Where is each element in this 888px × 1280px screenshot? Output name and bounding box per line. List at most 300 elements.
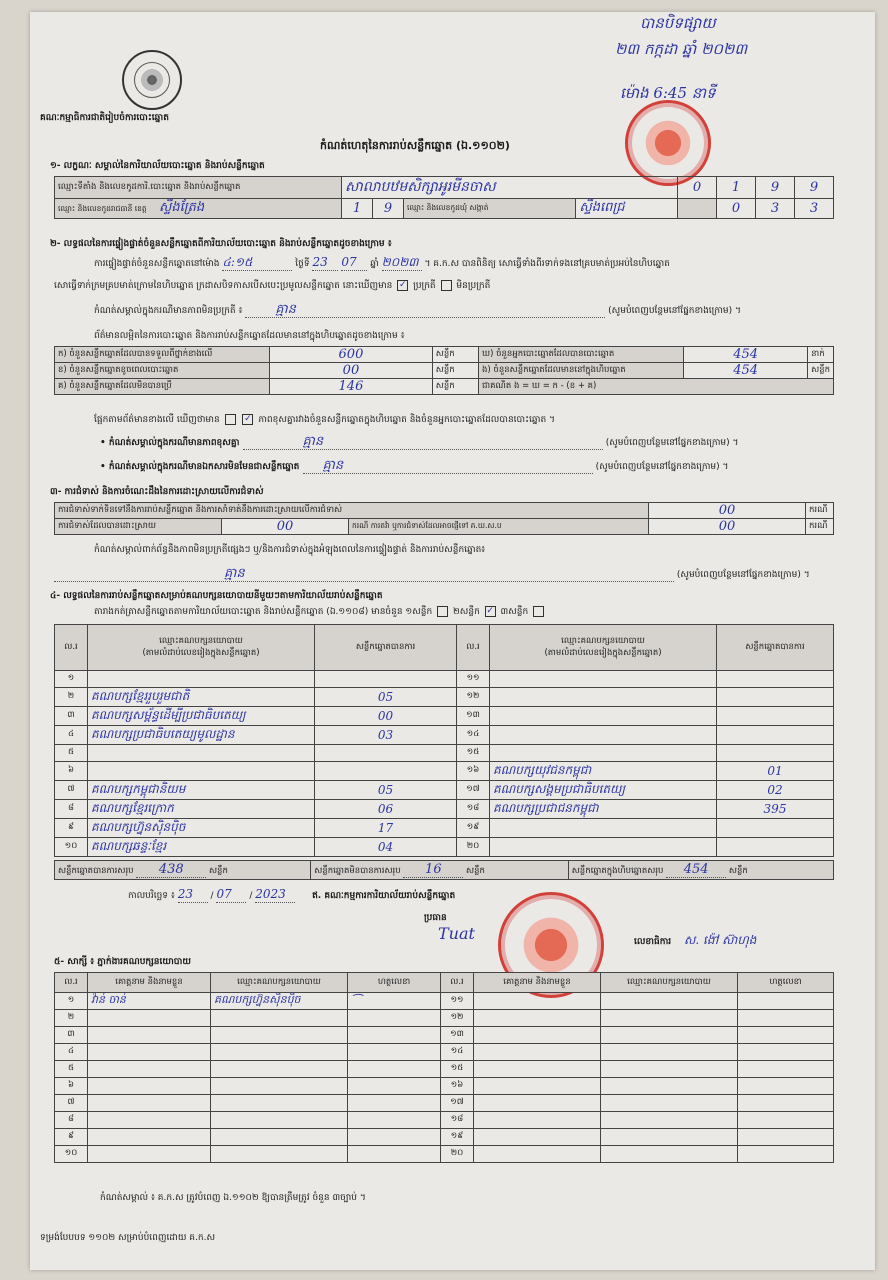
witness-no-text: ២	[67, 1012, 75, 1022]
witness-no	[441, 1027, 474, 1044]
results-party: គណបក្សប្រជាធិបតេយ្យមូលដ្ឋាន	[91, 727, 235, 741]
totals-table	[54, 860, 834, 880]
col-party-sub-left: (តាមលំដាប់លេខរៀងក្នុងសន្លឹកឆ្នោត)	[142, 647, 260, 658]
witness-row	[55, 1112, 834, 1129]
irregularity-note-line	[94, 304, 741, 318]
b-value: 00	[342, 363, 360, 378]
witness-no	[55, 1112, 88, 1129]
corner-note-line3: ម៉ោង 6:45 នាទី	[620, 84, 716, 102]
compare-line	[94, 414, 555, 426]
day-label: ថ្ងៃទី	[295, 259, 310, 269]
results-row	[55, 688, 834, 707]
total-invalid-unit: សន្លឹក	[466, 866, 485, 876]
w-col-no-left: ល.រ	[55, 973, 88, 993]
seal-check-text: សោធ្វើទាក់ក្រមគ្របមាត់ក្រោមនៃហិបឆ្នោត ក្រដាសបិទកាសបើសបេះប្រមូលសន្លឹកឆ្នោត នោះឃើញមាន	[54, 281, 393, 291]
results-row	[55, 762, 834, 781]
witness-sign	[348, 1112, 441, 1129]
commune-digit: 0	[731, 201, 741, 216]
witness-party	[601, 1095, 738, 1112]
witness-no	[441, 1095, 474, 1112]
w-col-name-left: គោត្តនាម និងនាមខ្លួន	[88, 973, 211, 993]
witness-row	[55, 993, 834, 1010]
witness-no	[441, 1010, 474, 1027]
witness-sign	[738, 993, 834, 1010]
witness-no	[441, 1078, 474, 1095]
witness-no	[55, 1027, 88, 1044]
witness-row	[55, 1146, 834, 1163]
complaint-row1-unit: ករណី	[805, 503, 833, 519]
witness-name	[88, 1044, 211, 1061]
witness-party-text: គណបក្សហ្វ៊ុនស៊ិនប៉ិច	[214, 993, 301, 1006]
results-party: គណបក្សហ្វ៊ុនស៊ិនប៉ិច	[91, 820, 186, 834]
total-valid-label: សន្លឹកឆ្នោតបានការសរុប	[58, 866, 134, 876]
witness-name	[474, 1078, 601, 1095]
witness-name	[88, 1095, 211, 1112]
witness-party	[601, 993, 738, 1010]
irregularity-note-value: គ្មាន	[275, 302, 296, 317]
location-name: សាលាបឋមសិក្សាអូរមីនចាស	[345, 179, 496, 195]
witness-name	[474, 1044, 601, 1061]
witness-no-text: ១៤	[450, 1046, 464, 1056]
results-row	[55, 726, 834, 745]
bullet2-hint: (សូមបំពេញបន្ថែមនៅផ្នែកខាងក្រោម) ។	[595, 462, 729, 472]
witness-sign	[738, 1146, 834, 1163]
complaint-note-fill	[54, 568, 810, 582]
witness-no-text: ២០	[450, 1148, 464, 1158]
witness-row	[55, 1010, 834, 1027]
complaint-table	[54, 502, 834, 535]
witness-name	[474, 1027, 601, 1044]
witness-no-text: ៤	[67, 1046, 75, 1056]
location-label: ឈ្មោះទីតាំង និងលេខកូដការិ.បោះឆ្នោត និងរាប់សន្លឹកឆ្នោត	[55, 177, 342, 199]
witness-no	[55, 1010, 88, 1027]
commune-digit: 3	[809, 201, 819, 216]
witness-sign	[348, 1078, 441, 1095]
witness-no-text: ១៦	[450, 1080, 464, 1090]
province-name: ស្ទឹងត្រែង	[159, 200, 205, 215]
has-checkbox[interactable]	[225, 414, 236, 425]
date-month: 07	[216, 887, 232, 901]
witness-sign	[738, 1129, 834, 1146]
results-votes: 06	[377, 802, 394, 816]
nec-logo	[122, 50, 182, 110]
witness-no-text: ៥	[67, 1063, 75, 1073]
witness-row	[55, 1061, 834, 1078]
witness-name	[88, 1112, 211, 1129]
date-year: 2023	[255, 887, 286, 901]
results-no: ៦	[67, 765, 75, 775]
col-no-right: ល.រ	[457, 625, 490, 671]
witness-sign	[348, 993, 441, 1010]
b-label: ខ) ចំនួនសន្លឹកឆ្នោតខូចពេលបោះឆ្នោត	[55, 363, 270, 379]
three-sheet-label: ៣សន្លឹក	[500, 607, 529, 617]
witness-no-text: ៨	[67, 1114, 75, 1124]
results-no: ២០	[466, 841, 480, 851]
irregularity-note-label: កំណត់សម្គាល់ក្នុងករណីមានភាពមិនប្រក្រតី ៖	[94, 306, 243, 316]
witness-sign	[348, 1027, 441, 1044]
results-no: ១២	[466, 691, 480, 701]
results-votes: 04	[377, 840, 394, 854]
witness-party	[601, 1078, 738, 1095]
results-row	[55, 838, 834, 857]
witness-no-text: ១៥	[450, 1063, 464, 1073]
a-label: ក) ចំនួនសន្លឹកឆ្នោតដែលបានទទួលពីថ្នាក់ខាងលើ	[55, 347, 270, 363]
d-unit: នាក់	[808, 347, 834, 363]
total-box-unit: សន្លឹក	[728, 866, 748, 876]
results-no: ១៨	[466, 803, 480, 813]
witness-sign	[348, 1061, 441, 1078]
col-party-left: ឈ្មោះគណបក្សនយោបាយ	[159, 635, 243, 646]
witness-party	[601, 1010, 738, 1027]
witness-no-text: ១៨	[450, 1114, 464, 1124]
witness-sign	[348, 1146, 441, 1163]
col-votes-right: សន្លឹកឆ្នោតបានការ	[717, 625, 834, 671]
e-label: ង) ចំនួនសន្លឹកឆ្នោតដែលមាននៅក្នុងហិបឆ្នោត	[479, 363, 684, 379]
code-digit: 9	[809, 180, 819, 195]
witness-name	[474, 1095, 601, 1112]
witness-sign	[738, 1061, 834, 1078]
results-table	[54, 624, 834, 857]
witness-name	[88, 1027, 211, 1044]
witness-sign	[348, 1044, 441, 1061]
complaint-row2-value: 00	[276, 519, 294, 534]
witness-name	[474, 1061, 601, 1078]
official-stamp-top	[625, 100, 711, 186]
date-day: 23	[177, 887, 193, 901]
w-col-no-right: ល.រ	[441, 973, 474, 993]
results-party: គណបក្សសម្ព័ន្ធដើម្បីប្រជាធិបតេយ្យ	[91, 708, 246, 722]
witness-party	[211, 1027, 348, 1044]
code-digit: 0	[692, 180, 702, 195]
witness-party	[211, 1078, 348, 1095]
witness-no	[441, 1146, 474, 1163]
form-footer: ទម្រង់បែបបទ ១១០២ សម្រាប់បំពេញដោយ គ.ក.ស	[40, 1233, 216, 1243]
results-votes: 01	[767, 764, 783, 778]
results-votes: 05	[377, 783, 394, 797]
two-sheet-label: ២សន្លឹក	[452, 607, 480, 617]
date-label: កាលបរិច្ឆេទ ៖	[128, 891, 175, 901]
witness-no-text: ៦	[67, 1080, 75, 1090]
corner-note-line2: ២៣ កក្កដា ឆ្នាំ ២០២៣	[615, 40, 748, 58]
witness-row	[55, 1129, 834, 1146]
complaint-row1-value: 00	[718, 503, 736, 518]
witness-no-text: ១	[67, 995, 75, 1005]
results-no: ១១	[466, 673, 480, 683]
complaint-row2-label: ការជំទាស់ដែលបានដោះស្រាយ	[55, 519, 222, 535]
w-col-name-right: គោត្តនាម និងនាមខ្លួន	[474, 973, 601, 993]
witness-name	[88, 1146, 211, 1163]
e-value: 454	[733, 363, 759, 378]
col-party-right: ឈ្មោះគណបក្សនយោបាយ	[561, 635, 645, 646]
year-label: ឆ្នាំ	[370, 259, 379, 269]
witness-party	[601, 1112, 738, 1129]
count-table	[54, 346, 834, 395]
complaint-fill-hint: (សូមបំពេញបន្ថែមនៅផ្នែកខាងក្រោម) ។	[676, 570, 810, 580]
witness-no	[441, 1112, 474, 1129]
witness-no	[55, 993, 88, 1010]
witness-name	[88, 1061, 211, 1078]
witness-name	[88, 1078, 211, 1095]
witness-no	[441, 1129, 474, 1146]
witness-party	[211, 993, 348, 1010]
witness-name	[474, 1010, 601, 1027]
verification-line	[94, 256, 670, 271]
witness-name	[88, 1129, 211, 1146]
bullet1-hint: (សូមបំពេញបន្ថែមនៅផ្នែកខាងក្រោម) ។	[605, 438, 739, 448]
abnormal-checkbox[interactable]	[441, 280, 452, 291]
bullet1-label: • កំណត់សម្គាល់ក្នុងករណីមានភាពខុសគ្នា	[100, 438, 240, 448]
month-value: 07	[341, 255, 357, 269]
code-digit: 1	[731, 180, 741, 195]
witness-no-text: ១១	[450, 995, 464, 1005]
results-no: ១៦	[466, 765, 480, 775]
results-no: ១	[67, 673, 75, 683]
bullet2-line	[100, 460, 728, 474]
section4-intro-line	[94, 606, 546, 618]
one-sheet-checkbox[interactable]	[437, 606, 448, 617]
corner-note-line1: បានបិទផ្សាយ	[640, 14, 716, 32]
results-votes: 395	[763, 802, 787, 816]
results-party: គណបក្សប្រជាជនកម្ពុជា	[493, 801, 599, 815]
results-no: ១៣	[466, 710, 480, 720]
committee-name: គណៈកម្មាធិការជាតិរៀបចំការបោះឆ្នោត	[40, 113, 169, 123]
witness-sign	[738, 1010, 834, 1027]
province-digit: 9	[383, 201, 393, 216]
total-invalid: 16	[425, 862, 442, 877]
col-votes-left: សន្លឹកឆ្នោតបានការ	[315, 625, 457, 671]
secretary-label: លេខាធិការ	[634, 937, 672, 947]
chair-label: ប្រធាន	[424, 913, 447, 923]
complaint-row2-value2: 00	[718, 519, 736, 534]
witness-party	[211, 1112, 348, 1129]
witness-name	[474, 993, 601, 1010]
witness-no	[441, 1044, 474, 1061]
results-row	[55, 819, 834, 838]
results-row	[55, 745, 834, 762]
witness-party	[211, 1129, 348, 1146]
witness-row	[55, 1095, 834, 1112]
complaint-note-value: គ្មាន	[224, 566, 245, 581]
col-party-sub-right: (តាមលំដាប់លេខរៀងក្នុងសន្លឹកឆ្នោត)	[544, 647, 662, 658]
section4-heading: ៤- លទ្ធផលនៃការរាប់សន្លឹកឆ្នោតសម្រាប់គណបក្សនយោបាយនីមួយៗតាមការិយាល័យរាប់សន្លឹកឆ្នោត	[50, 591, 383, 601]
witness-name	[474, 1146, 601, 1163]
commune-name: ស្ទឹងពេជ្រ	[579, 200, 625, 215]
formula: ជាគណិត ង = ឃ = ក - (ខ + គ)	[479, 379, 834, 395]
time-value: ៤:១៥	[222, 255, 253, 269]
complaint-row2-unit2: ករណី	[805, 519, 833, 535]
witness-no-text: ៧	[67, 1097, 75, 1107]
total-box: 454	[683, 862, 709, 877]
commune-label: ឈ្មោះ និងលេខកូដឃុំ សង្កាត់	[404, 199, 576, 219]
witness-row	[55, 1044, 834, 1061]
witness-name	[88, 993, 211, 1010]
e-unit: សន្លឹក	[808, 363, 834, 379]
witness-name	[474, 1129, 601, 1146]
bullet2-label: • កំណត់សម្គាល់ក្នុងករណីមានឯកសារមិនមែនជាសន្លឹកឆ្នោត	[100, 462, 300, 472]
witness-sign	[738, 1027, 834, 1044]
c-value: 146	[338, 379, 364, 394]
results-no: ១០	[64, 841, 78, 851]
witness-no	[55, 1044, 88, 1061]
results-no: ៨	[67, 803, 75, 813]
results-votes: 17	[377, 821, 394, 835]
witness-party	[211, 1044, 348, 1061]
results-no: ៣	[67, 710, 75, 720]
total-box-label: សន្លឹកឆ្នោតក្នុងហិបឆ្នោតសរុប	[571, 866, 664, 876]
witness-party	[601, 1027, 738, 1044]
two-sheet-checkbox[interactable]: ✓	[486, 606, 494, 616]
witness-no-text: ១២	[450, 1012, 464, 1022]
col-no-left: ល.រ	[55, 625, 88, 671]
time-prefix: ការផ្ទៀងផ្ទាត់ចំនួនសន្លឹកឆ្នោតនៅម៉ោង	[94, 259, 220, 269]
witness-no-text: ១០	[64, 1148, 78, 1158]
bullet1-value: គ្មាន	[302, 434, 324, 449]
results-votes: 05	[377, 690, 394, 704]
witness-row	[55, 1027, 834, 1044]
results-no: ១៩	[466, 822, 480, 832]
year-value: ២០២៣	[381, 255, 419, 269]
results-no: ២	[67, 691, 75, 701]
witness-no-text: ១៩	[450, 1131, 464, 1141]
compare-text: ផ្អែកតាមព័ត៌មានខាងលើ ឃើញថាមាន	[94, 415, 220, 425]
commune-digit: 3	[770, 201, 780, 216]
results-no: ១៧	[466, 784, 480, 794]
witness-party	[601, 1146, 738, 1163]
normal-label: ប្រក្រតី	[413, 281, 436, 291]
b-unit: សន្លឹក	[432, 363, 478, 379]
section1-table	[54, 176, 834, 219]
results-votes: 02	[767, 783, 783, 797]
results-no: ៧	[67, 784, 75, 794]
results-votes: 03	[377, 728, 394, 742]
results-party: គណបក្សឆន្ទៈខ្មែរ	[91, 839, 167, 853]
results-votes: 00	[377, 709, 394, 723]
complaint-row2-unit: ករណី	[352, 521, 369, 530]
witness-name	[88, 1010, 211, 1027]
section5-heading: ៥- សាក្សី ៖ ភ្នាក់ងារគណបក្សនយោបាយ	[54, 957, 191, 967]
day-value: 23	[312, 255, 328, 269]
results-party: គណបក្សកម្ពុជានិយម	[91, 782, 186, 796]
witness-party	[211, 1010, 348, 1027]
form-page	[30, 12, 875, 1270]
fill-hint: (សូមបំពេញបន្ថែមនៅផ្នែកខាងក្រោម) ។	[608, 306, 741, 316]
complaint-note-line: កំណត់សម្គាល់ពាក់ព័ន្ធនឹងភាពមិនប្រក្រតីផ្សេងៗ ឬ/និងការជំទាស់ក្នុងអំឡុងពេលនៃការផ្ទៀងផ្ទាត់ និងការរាប់សន្លឹកឆ្នោត៖	[94, 545, 486, 555]
witness-no	[55, 1061, 88, 1078]
results-no: ៩	[67, 822, 75, 832]
witness-no	[55, 1095, 88, 1112]
w-col-party-right: ឈ្មោះគណបក្សនយោបាយ	[601, 973, 738, 993]
results-party: គណបក្សសង្គមប្រជាធិបតេយ្យ	[493, 782, 626, 796]
no-checkbox[interactable]: ✓	[244, 414, 252, 424]
section1-heading: ១- លក្ខណៈ សម្គាល់នៃការិយាល័យបោះឆ្នោត និងរាប់សន្លឹកឆ្នោត	[50, 161, 265, 171]
witness-party	[211, 1061, 348, 1078]
code-digit: 9	[770, 180, 780, 195]
d-value: 454	[733, 347, 759, 362]
footnote: កំណត់សម្គាល់ ៖ គ.ក.ស ត្រូវបំពេញ ឯ.១១០២ ឱ្យបានត្រឹមត្រូវ ចំនួន ៣ច្បាប់ ។	[100, 1193, 366, 1203]
witness-party	[601, 1044, 738, 1061]
c-label: គ) ចំនួនសន្លឹកឆ្នោតដែលមិនបានប្រើ	[55, 379, 270, 395]
results-row	[55, 781, 834, 800]
witness-name	[474, 1112, 601, 1129]
total-invalid-label: សន្លឹកឆ្នោតមិនបានការសរុប	[314, 866, 401, 876]
complaint-row1-label: ការជំទាស់ទាក់ទិនទៅនឹងការរាប់សន្លឹកឆ្នោត និងការសាំទាត់នឹងការដោះស្រាយលើការជំទាស់	[55, 503, 649, 519]
total-valid-unit: សន្លឹក	[208, 866, 228, 876]
form-title: កំណត់ហេតុនៃការរាប់សន្លឹកឆ្នោត (ឯ.១១០២)	[320, 139, 510, 152]
witness-sign	[738, 1095, 834, 1112]
witness-no	[55, 1078, 88, 1095]
results-row	[55, 800, 834, 819]
witness-sign	[738, 1078, 834, 1095]
results-no: ១៥	[466, 747, 480, 757]
committee-sign-label: ឥ. គណៈកម្មការការិយាល័យរាប់សន្លឹកឆ្នោត	[312, 891, 456, 901]
abnormal-label: មិនប្រក្រតី	[456, 281, 491, 291]
complaint-row2-tail: ការតវ៉ា ឬការជំទាស់ដែលអាចផ្ញើទៅ គ.ឃ.ស.ប	[370, 521, 502, 530]
witness-no-text: ៣	[67, 1029, 75, 1039]
bullet1-line	[100, 436, 738, 450]
witness-table	[54, 972, 834, 1163]
seal-check-line	[54, 280, 490, 292]
a-value: 600	[338, 347, 364, 362]
witness-no	[55, 1146, 88, 1163]
results-party: គណបក្សខ្មែរក្រោក	[91, 801, 174, 815]
witness-no	[441, 993, 474, 1010]
witness-no	[55, 1129, 88, 1146]
results-no: ១៤	[466, 729, 480, 739]
a-unit: សន្លឹក	[432, 347, 478, 363]
results-row	[55, 671, 834, 688]
results-no: ៤	[67, 729, 75, 739]
witness-name-text: វ៉ាន់ ចាន់	[91, 993, 126, 1006]
section2-heading: ២- លទ្ធផលនៃការផ្ទៀងផ្ទាត់ចំនួនសន្លឹកឆ្នោតពីការិយាល័យបោះឆ្នោត និងរាប់សន្លឹកឆ្នោតដូចខាងក្រោម ៖	[50, 239, 392, 249]
witness-sign	[738, 1112, 834, 1129]
c-unit: សន្លឹក	[432, 379, 478, 395]
results-row	[55, 707, 834, 726]
secretary-signature: ស. ង៉ៅ ស៊ាហុង	[684, 933, 757, 947]
section3-heading: ៣- ការជំទាស់ និងការចំណេះដឹងនៃការដោះស្រាយលើការជំទាស់	[50, 487, 264, 497]
witness-no-text: ១៣	[450, 1029, 464, 1039]
witness-sign	[738, 1044, 834, 1061]
witness-sign	[348, 1095, 441, 1112]
bullet2-value: គ្មាន	[322, 458, 344, 473]
witness-row	[55, 1078, 834, 1095]
total-valid: 438	[158, 862, 184, 877]
three-sheet-checkbox[interactable]	[533, 606, 544, 617]
date-line: កាលបរិច្ឆេទ ៖ 23 / 07 / 2023 ឥ. គណៈកម្មការការិយាល័យរាប់សន្លឹកឆ្នោត	[128, 887, 456, 901]
witness-no-text: ៩	[67, 1131, 75, 1141]
chair-signature: Tuat	[438, 924, 475, 943]
d-label: ឃ) ចំនួនអ្នកបោះឆ្នោតដែលបានបោះឆ្នោត	[479, 347, 684, 363]
w-col-party-left: ឈ្មោះគណបក្សនយោបាយ	[211, 973, 348, 993]
results-party: គណបក្សយុវជនកម្ពុជា	[493, 763, 592, 777]
line1-tail: ។ គ.ក.ស បានពិនិត្យ សោធ្វើទាំងពីរទាក់ទងនៅគ្របមាត់ប្រអប់នៃហិបឆ្នោត	[424, 259, 670, 269]
results-party: គណបក្សខ្មែររួបរួមជាតិ	[91, 689, 190, 703]
w-col-sign-right: ហត្ថលេខា	[738, 973, 834, 993]
witness-sign	[348, 1010, 441, 1027]
mismatch-text: ភាពខុសគ្នារវាងចំនួនសន្លឹកឆ្នោតក្នុងហិបឆ្នោត និងចំនួនអ្នកបោះឆ្នោតដែលបានបោះឆ្នោត ។	[258, 415, 555, 425]
witness-signature-mark: ⁀	[351, 994, 361, 1008]
w-col-sign-left: ហត្ថលេខា	[348, 973, 441, 993]
detail-intro: ព័ត៌មានលម្អិតនៃការបោះឆ្នោត និងការរាប់សន្លឹកឆ្នោតដែលមាននៅក្នុងហិបឆ្នោតដូចខាងក្រោម ៖	[94, 331, 405, 341]
witness-party	[211, 1095, 348, 1112]
section4-intro: តារាងកត់ត្រាសន្លឹកឆ្នោតតាមការិយាល័យបោះឆ្នោត និងរាប់សន្លឹកឆ្នោត (ឯ.១១០៨) មានចំនួន ១សន្លឹក	[94, 607, 433, 617]
witness-no	[441, 1061, 474, 1078]
witness-party	[601, 1129, 738, 1146]
witness-party	[211, 1146, 348, 1163]
witness-sign	[348, 1129, 441, 1146]
results-no: ៥	[67, 747, 75, 757]
normal-checkbox[interactable]: ✓	[398, 280, 407, 290]
witness-no-text: ១៧	[450, 1097, 464, 1107]
